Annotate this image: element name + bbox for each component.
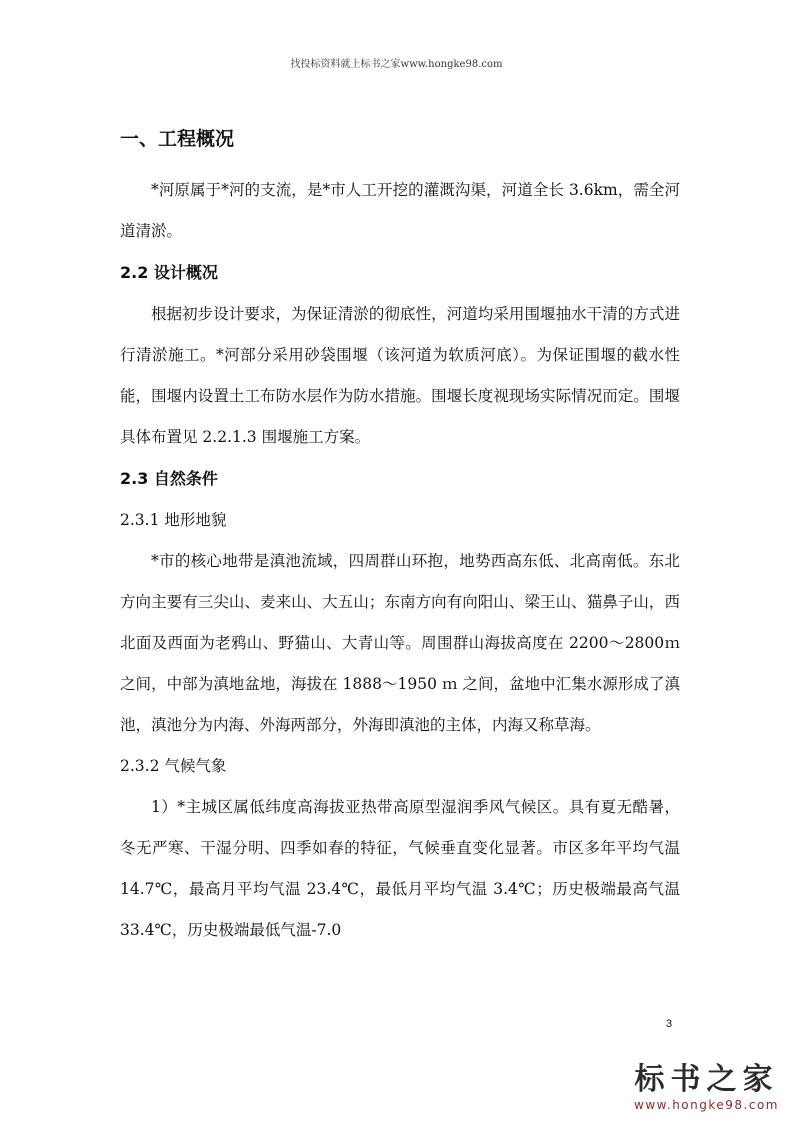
page-header: 找投标资料就上标书之家www.hongke98.com: [290, 59, 503, 70]
paragraph-overview: *河原属于*河的支流，是*市人工开挖的灌溉沟渠，河道全长 3.6km，需全河道清淤。: [120, 181, 680, 240]
subsection-heading-climate: 2.3.2 气候气象: [120, 757, 227, 775]
watermark-url: www.hongke98.com: [634, 1098, 779, 1112]
section-heading-natural: 2.3 自然条件: [120, 469, 218, 488]
page-number: 3: [666, 1018, 673, 1030]
document-body: [120, 118, 680, 951]
paragraph-climate: 1）*主城区属低纬度高海拔亚热带高原型湿润季风气候区。具有夏无酷暑，冬无严寒、干湿分明、四季如春的特征，气候垂直变化显著。市区多年平均气温 14.7℃，最高月平均气温 23.4℃，最低月平均气温 3.4℃；历史极端最高气温 33.4℃，历史极端最低气温-7.0: [120, 798, 680, 939]
subsection-heading-terrain: 2.3.1 地形地貌: [120, 511, 227, 529]
watermark-title: 标书之家: [634, 1062, 779, 1097]
paragraph-terrain: *市的核心地带是滇池流域，四周群山环抱，地势西高东低、北高南低。东北方向主要有三尖山、麦来山、大五山；东南方向有向阳山、梁王山、猫鼻子山，西北面及西面为老鸦山、野猫山、大青山等。周围群山海拔高度在 2200～2800ｍ之间，中部为滇地盆地，海拔在 1888～1950 ｍ 之间，盆地中汇集水源形成了滇池，滇池分为内海、外海两部分，外海即滇池的主体，内海又称草海。: [120, 552, 680, 734]
watermark-logo: [634, 1062, 779, 1112]
paragraph-design: 根据初步设计要求，为保证清淤的彻底性，河道均采用围堰抽水干清的方式进行清淤施工。*河部分采用砂袋围堰（该河道为软质河底）。为保证围堰的截水性能，围堰内设置土工布防水层作为防水措施。围堰长度视现场实际情况而定。围堰具体布置见 2.2.1.3 围堰施工方案。: [120, 305, 680, 446]
section-heading-overview: 一、工程概况: [120, 128, 235, 150]
section-heading-design: 2.2 设计概况: [120, 263, 218, 282]
